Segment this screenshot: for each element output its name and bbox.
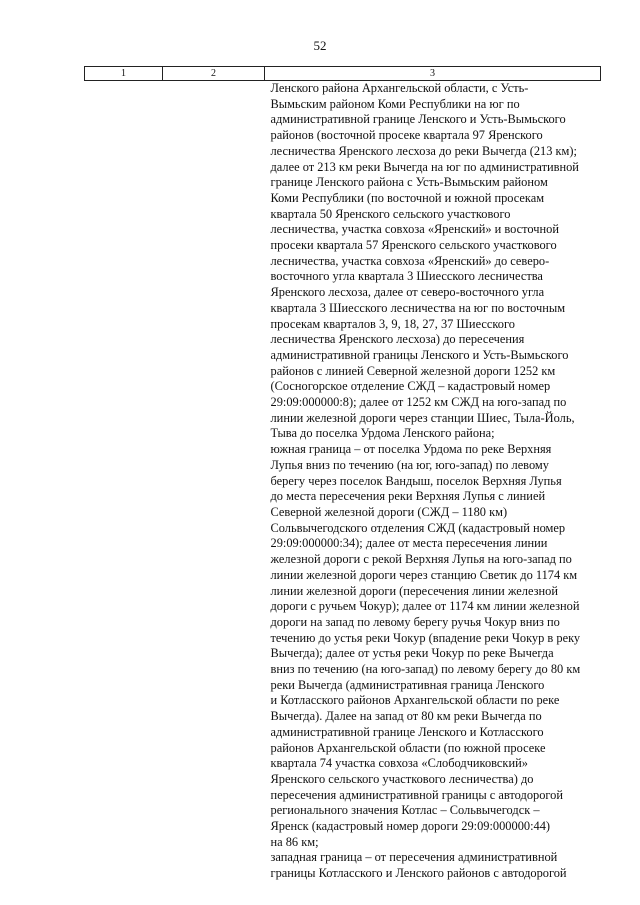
text-line: границе Ленского района с Усть-Вымьским районом <box>270 175 548 190</box>
text-line: до места пересечения реки Верхняя Лупья с линией <box>270 489 546 504</box>
boundary-description-text <box>271 81 601 882</box>
page-number: 52 <box>313 38 327 53</box>
column-header-1: 1 <box>85 67 163 81</box>
text-line: Яренск (кадастровый номер дороги 29:09:000000:44) <box>270 819 551 834</box>
text-line: линии железной дороги через станцию Светик до 1174 км <box>270 567 578 582</box>
text-line: Вычегда). Далее на запад от 80 км реки Вычегда по <box>270 709 542 724</box>
boundary-description-cell <box>265 81 601 882</box>
text-line: просекам кварталов 3, 9, 18, 27, 37 Шиесского <box>270 316 515 331</box>
text-line: регионального значения Котлас – Сольвычегодск – <box>270 803 540 818</box>
text-line: Тыва до поселка Урдома Ленского района; <box>270 426 495 441</box>
text-line: квартала 50 Яренского сельского участкового <box>270 206 511 221</box>
text-line: Вымьским районом Коми Республики на юг по <box>270 96 520 111</box>
text-line: лесничества Яренского лесхоза) до пересечения <box>270 332 525 347</box>
table-header-row <box>85 67 601 81</box>
text-line: границы Котласского и Ленского районов с автодорогой <box>270 866 567 881</box>
text-line: восточного угла квартала 3 Шиесского лесничества <box>270 269 543 284</box>
text-line: 29:09:000000:8); далее от 1252 км СЖД на юго-запад по <box>270 395 567 410</box>
text-line: Яренского лесхоза, далее от северо-восточного угла <box>270 285 545 300</box>
text-line: районов с линией Северной железной дороги 1252 км <box>270 363 556 378</box>
text-line: Ленского района Архангельской области, с Усть- <box>270 81 529 95</box>
text-line: 29:09:000000:34); далее от места пересечения линии <box>270 536 548 551</box>
text-line: далее от 213 км реки Вычегда на юг по административной <box>270 159 579 174</box>
text-line: Яренского сельского участкового лесничества) до <box>270 771 534 786</box>
text-line: административной границе Ленского и Котласского <box>270 724 544 739</box>
text-line: лесничества, участка совхоза «Яренский» и восточной <box>270 222 559 237</box>
text-line: дороги на запад по левому берегу ручья Чокур вниз по <box>270 614 560 629</box>
text-line: пересечения административной границы с автодорогой <box>270 787 564 802</box>
text-line: на 86 км; <box>270 834 319 849</box>
text-line: реки Вычегда (административная граница Ленского <box>270 677 545 692</box>
text-line: берегу через поселок Вандыш, поселок Верхняя Лупья <box>270 473 562 488</box>
text-line: течению до устья реки Чокур (впадение реки Чокур в реку <box>270 630 581 645</box>
text-line: дороги с ручьем Чокур); далее от 1174 км линии железной <box>270 599 580 614</box>
column-header-2: 2 <box>163 67 265 81</box>
table-row <box>85 81 601 882</box>
text-line: административной границе Ленского и Усть-Вымьского <box>270 112 566 127</box>
document-table <box>84 66 601 882</box>
text-line: Коми Республики (по восточной и южной просекам <box>270 190 545 205</box>
text-line: вниз по течению (на юго-запад) по левому берегу до 80 км <box>270 662 581 677</box>
text-line: лесничества, участка совхоза «Яренский» до северо- <box>270 253 550 268</box>
text-line: Лупья вниз по течению (на юг, юго-запад) по левому <box>270 457 549 472</box>
text-line: административной границы Ленского и Усть-Вымьского <box>270 347 569 362</box>
text-line: западная граница – от пересечения административной <box>270 850 558 865</box>
text-line: и Котласского районов Архангельской области по реке <box>270 693 560 708</box>
text-line: Северной железной дороги (СЖД – 1180 км) <box>270 504 508 519</box>
text-line: квартала 74 участка совхоза «Слободчиковский» <box>270 756 528 771</box>
text-line: районов Архангельской области (по южной просеке <box>270 740 546 755</box>
text-line: квартала 3 Шиесского лесничества на юг по восточным <box>270 300 566 315</box>
column-header-3: 3 <box>265 67 601 81</box>
text-line: (Сосногорское отделение СЖД – кадастровый номер <box>270 379 551 394</box>
text-line: просеки квартала 57 Яренского сельского участкового <box>270 238 557 253</box>
column-2-cell <box>163 81 265 882</box>
text-line: Вычегда); далее от устья реки Чокур по реке Вычегда <box>270 646 554 661</box>
text-line: южная граница – от поселка Урдома по реке Верхняя <box>270 442 552 457</box>
text-line: линии железной дороги через станции Шиес, Тыла-Йоль, <box>270 410 575 425</box>
text-line: линии железной дороги (пересечения линии железной <box>270 583 558 598</box>
column-1-cell <box>85 81 163 882</box>
text-line: железной дороги с рекой Верхняя Лупья на юго-запад по <box>270 552 572 567</box>
text-line: районов (восточной просеке квартала 97 Яренского <box>270 128 543 143</box>
text-line: лесничества Яренского лесхоза до реки Вычегда (213 км); <box>270 143 577 158</box>
text-line: Сольвычегодского отделения СЖД (кадастровый номер <box>270 520 566 535</box>
